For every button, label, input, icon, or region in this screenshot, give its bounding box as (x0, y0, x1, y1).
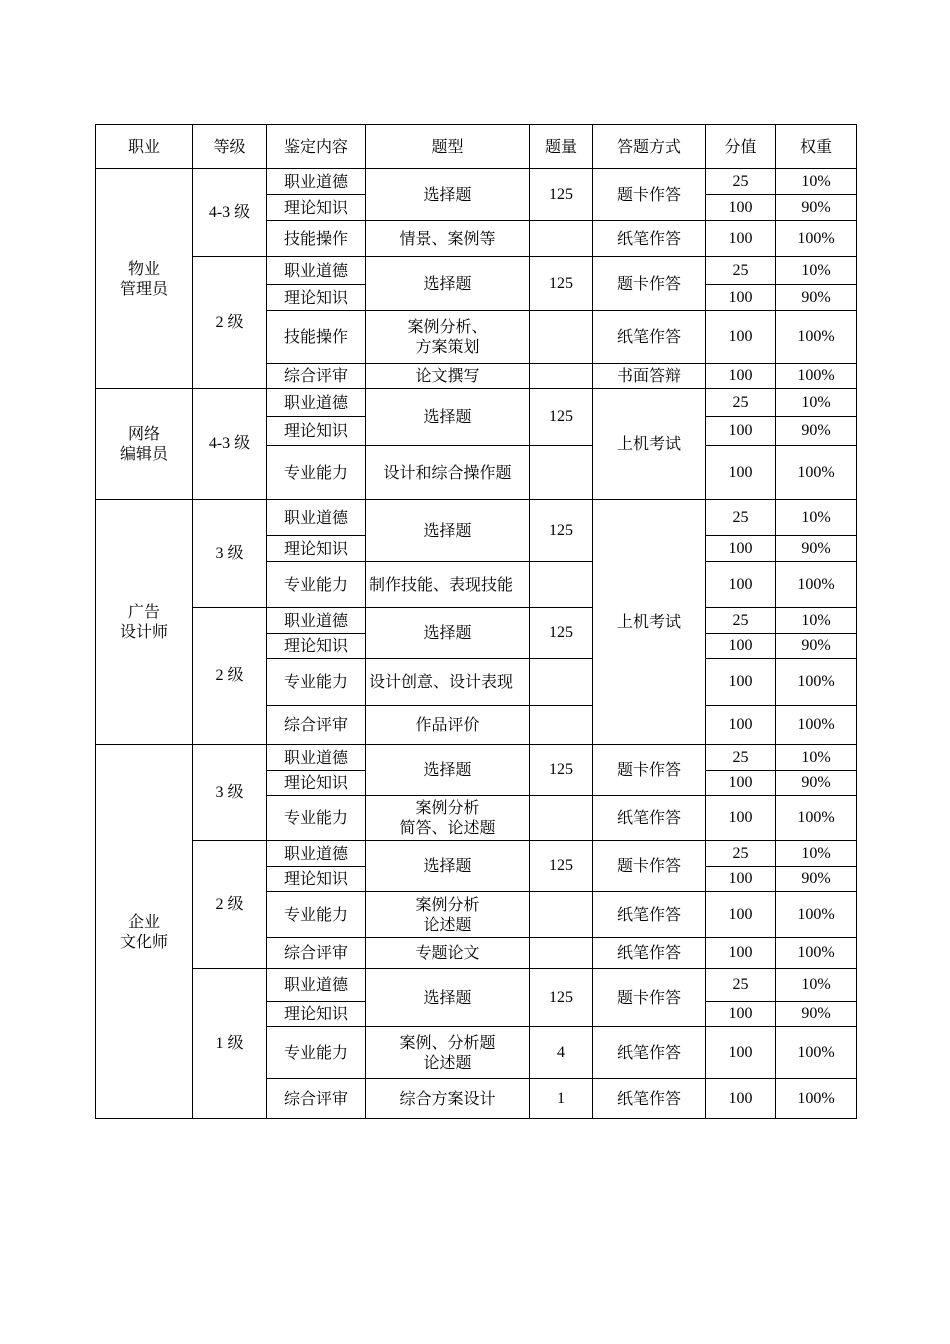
level-cell: 1 级 (193, 969, 267, 1119)
header-question-type: 题型 (366, 125, 530, 169)
header-content: 鉴定内容 (267, 125, 366, 169)
type-cell: 选择题 (366, 169, 530, 221)
type-cell: 选择题 (366, 257, 530, 311)
method-cell: 题卡作答 (593, 169, 706, 221)
qty-cell (530, 706, 593, 745)
weight-cell: 100% (776, 796, 857, 841)
content-cell: 综合评审 (267, 364, 366, 389)
header-profession: 职业 (96, 125, 193, 169)
weight-cell: 90% (776, 417, 857, 446)
method-cell: 题卡作答 (593, 745, 706, 796)
type-cell: 选择题 (366, 841, 530, 892)
content-cell: 职业道德 (267, 969, 366, 1002)
score-cell: 25 (706, 841, 776, 867)
score-cell: 100 (706, 892, 776, 938)
table-row (96, 389, 857, 417)
score-cell: 100 (706, 659, 776, 706)
weight-cell: 90% (776, 867, 857, 892)
method-cell: 题卡作答 (593, 841, 706, 892)
content-cell: 理论知识 (267, 1002, 366, 1027)
qty-cell (530, 796, 593, 841)
profession-cell: 企业 文化师 (96, 745, 193, 1119)
method-cell: 纸笔作答 (593, 938, 706, 969)
qty-cell: 125 (530, 841, 593, 892)
content-cell: 理论知识 (267, 195, 366, 221)
score-cell: 100 (706, 706, 776, 745)
weight-cell: 10% (776, 969, 857, 1002)
weight-cell: 100% (776, 446, 857, 500)
weight-cell: 100% (776, 706, 857, 745)
content-cell: 技能操作 (267, 221, 366, 257)
weight-cell: 10% (776, 745, 857, 771)
qty-cell: 4 (530, 1027, 593, 1079)
level-cell: 3 级 (193, 500, 267, 608)
content-cell: 理论知识 (267, 771, 366, 796)
score-cell: 100 (706, 867, 776, 892)
content-cell: 理论知识 (267, 634, 366, 659)
method-cell: 上机考试 (593, 500, 706, 745)
score-cell: 100 (706, 1027, 776, 1079)
method-cell: 纸笔作答 (593, 892, 706, 938)
profession-cell: 物业 管理员 (96, 169, 193, 389)
method-cell: 纸笔作答 (593, 1027, 706, 1079)
level-cell: 4-3 级 (193, 169, 267, 257)
type-cell: 制作技能、表现技能 (366, 562, 530, 608)
table-row (96, 169, 857, 195)
method-cell: 题卡作答 (593, 969, 706, 1027)
content-cell: 理论知识 (267, 867, 366, 892)
weight-cell: 100% (776, 1079, 857, 1119)
level-cell: 2 级 (193, 608, 267, 745)
qty-cell (530, 938, 593, 969)
score-cell: 100 (706, 562, 776, 608)
content-cell: 专业能力 (267, 562, 366, 608)
content-cell: 专业能力 (267, 892, 366, 938)
content-cell: 综合评审 (267, 1079, 366, 1119)
weight-cell: 90% (776, 634, 857, 659)
score-cell: 100 (706, 195, 776, 221)
method-cell: 上机考试 (593, 389, 706, 500)
type-cell: 选择题 (366, 745, 530, 796)
content-cell: 专业能力 (267, 796, 366, 841)
score-cell: 100 (706, 796, 776, 841)
weight-cell: 10% (776, 257, 857, 285)
qty-cell (530, 659, 593, 706)
qty-cell: 125 (530, 389, 593, 446)
qty-cell: 125 (530, 169, 593, 221)
qty-cell: 1 (530, 1079, 593, 1119)
method-cell: 纸笔作答 (593, 1079, 706, 1119)
qty-cell: 125 (530, 257, 593, 311)
type-cell: 设计创意、设计表现 (366, 659, 530, 706)
type-cell: 案例、分析题 论述题 (366, 1027, 530, 1079)
table-row (96, 841, 857, 867)
score-cell: 100 (706, 311, 776, 364)
table-row (96, 257, 857, 285)
header-method: 答题方式 (593, 125, 706, 169)
level-cell: 4-3 级 (193, 389, 267, 500)
type-cell: 综合方案设计 (366, 1079, 530, 1119)
weight-cell: 100% (776, 221, 857, 257)
type-cell: 情景、案例等 (366, 221, 530, 257)
weight-cell: 90% (776, 1002, 857, 1027)
weight-cell: 90% (776, 285, 857, 311)
weight-cell: 100% (776, 938, 857, 969)
type-cell: 专题论文 (366, 938, 530, 969)
weight-cell: 90% (776, 536, 857, 562)
content-cell: 技能操作 (267, 311, 366, 364)
content-cell: 专业能力 (267, 659, 366, 706)
content-cell: 理论知识 (267, 417, 366, 446)
score-cell: 25 (706, 745, 776, 771)
header-weight: 权重 (776, 125, 857, 169)
qty-cell (530, 221, 593, 257)
header-row (96, 125, 857, 169)
score-cell: 100 (706, 1002, 776, 1027)
score-cell: 100 (706, 938, 776, 969)
qty-cell (530, 311, 593, 364)
type-cell: 选择题 (366, 389, 530, 446)
weight-cell: 10% (776, 841, 857, 867)
level-cell: 2 级 (193, 841, 267, 969)
method-cell: 纸笔作答 (593, 311, 706, 364)
score-cell: 100 (706, 536, 776, 562)
method-cell: 纸笔作答 (593, 221, 706, 257)
score-cell: 100 (706, 417, 776, 446)
method-cell: 纸笔作答 (593, 796, 706, 841)
weight-cell: 100% (776, 659, 857, 706)
weight-cell: 10% (776, 608, 857, 634)
score-cell: 25 (706, 257, 776, 285)
score-cell: 100 (706, 364, 776, 389)
weight-cell: 100% (776, 1027, 857, 1079)
content-cell: 理论知识 (267, 536, 366, 562)
weight-cell: 100% (776, 892, 857, 938)
weight-cell: 100% (776, 364, 857, 389)
table-row (96, 969, 857, 1002)
qty-cell (530, 364, 593, 389)
score-cell: 25 (706, 608, 776, 634)
qty-cell (530, 892, 593, 938)
type-cell: 作品评价 (366, 706, 530, 745)
score-cell: 25 (706, 500, 776, 536)
type-cell: 案例分析、 方案策划 (366, 311, 530, 364)
content-cell: 职业道德 (267, 257, 366, 285)
level-cell: 3 级 (193, 745, 267, 841)
qty-cell (530, 562, 593, 608)
profession-cell: 广告 设计师 (96, 500, 193, 745)
header-quantity: 题量 (530, 125, 593, 169)
weight-cell: 10% (776, 389, 857, 417)
header-level: 等级 (193, 125, 267, 169)
type-cell: 选择题 (366, 500, 530, 562)
table-row (96, 608, 857, 634)
score-cell: 25 (706, 389, 776, 417)
weight-cell: 90% (776, 771, 857, 796)
weight-cell: 100% (776, 311, 857, 364)
weight-cell: 100% (776, 562, 857, 608)
content-cell: 综合评审 (267, 938, 366, 969)
score-cell: 100 (706, 285, 776, 311)
content-cell: 专业能力 (267, 446, 366, 500)
content-cell: 职业道德 (267, 500, 366, 536)
score-cell: 100 (706, 446, 776, 500)
type-cell: 案例分析 简答、论述题 (366, 796, 530, 841)
type-cell: 选择题 (366, 969, 530, 1027)
table-row (96, 500, 857, 536)
score-cell: 100 (706, 771, 776, 796)
type-cell: 论文撰写 (366, 364, 530, 389)
type-cell: 设计和综合操作题 (366, 446, 530, 500)
header-score: 分值 (706, 125, 776, 169)
content-cell: 理论知识 (267, 285, 366, 311)
content-cell: 职业道德 (267, 745, 366, 771)
qty-cell: 125 (530, 969, 593, 1027)
score-cell: 25 (706, 969, 776, 1002)
type-cell: 选择题 (366, 608, 530, 659)
qty-cell: 125 (530, 745, 593, 796)
qty-cell: 125 (530, 608, 593, 659)
score-cell: 25 (706, 169, 776, 195)
content-cell: 职业道德 (267, 841, 366, 867)
content-cell: 职业道德 (267, 608, 366, 634)
content-cell: 专业能力 (267, 1027, 366, 1079)
weight-cell: 10% (776, 500, 857, 536)
table-row (96, 745, 857, 771)
weight-cell: 90% (776, 195, 857, 221)
weight-cell: 10% (776, 169, 857, 195)
exam-assessment-table (95, 124, 857, 1119)
method-cell: 书面答辩 (593, 364, 706, 389)
method-cell: 题卡作答 (593, 257, 706, 311)
score-cell: 100 (706, 1079, 776, 1119)
score-cell: 100 (706, 634, 776, 659)
content-cell: 职业道德 (267, 169, 366, 195)
content-cell: 综合评审 (267, 706, 366, 745)
content-cell: 职业道德 (267, 389, 366, 417)
qty-cell: 125 (530, 500, 593, 562)
profession-cell: 网络 编辑员 (96, 389, 193, 500)
level-cell: 2 级 (193, 257, 267, 389)
score-cell: 100 (706, 221, 776, 257)
type-cell: 案例分析 论述题 (366, 892, 530, 938)
qty-cell (530, 446, 593, 500)
